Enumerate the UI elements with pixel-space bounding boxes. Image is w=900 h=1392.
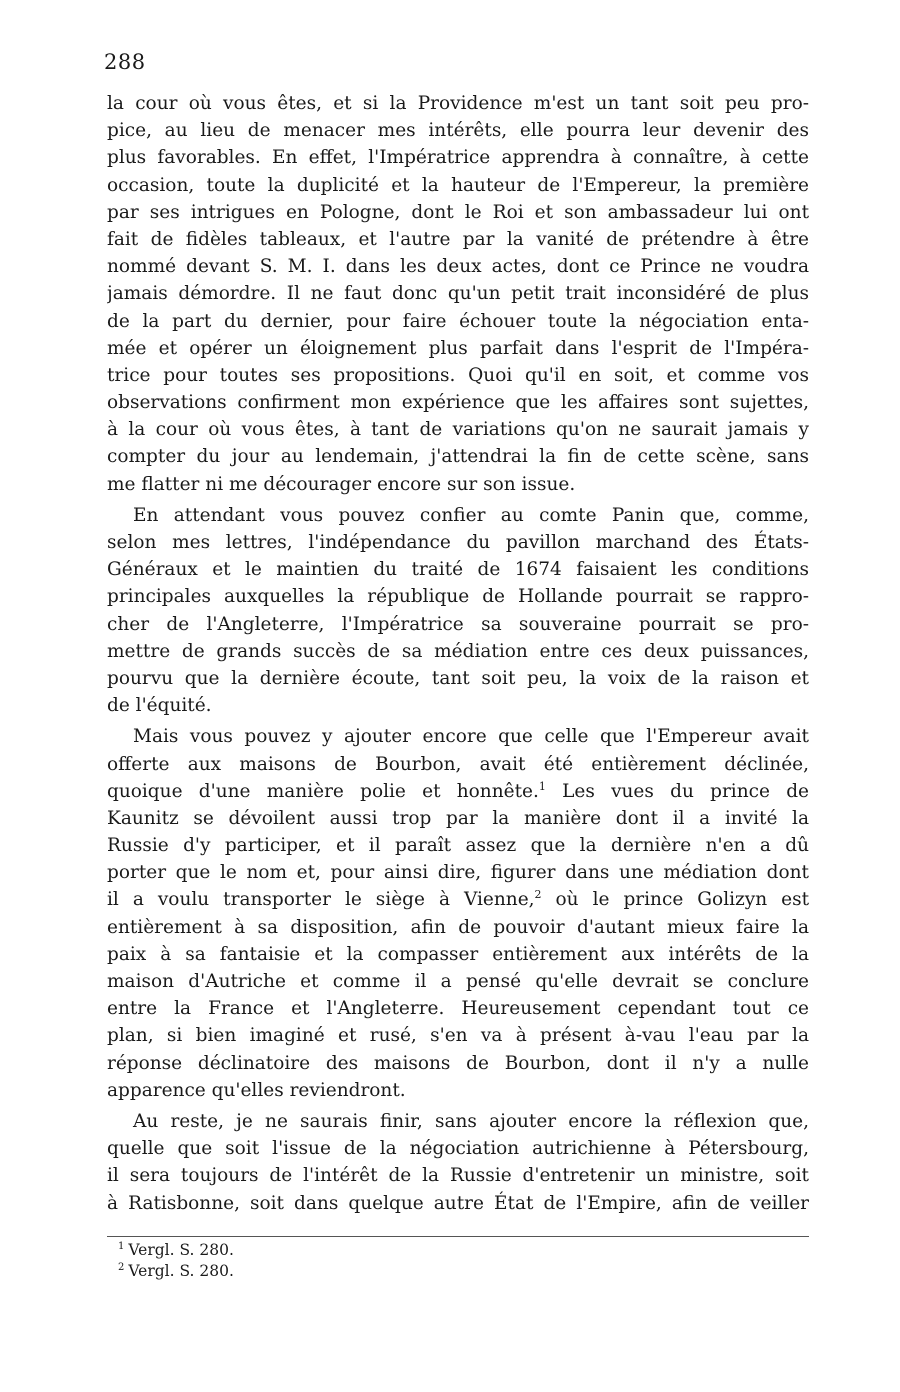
text-line: pourvu que la dernière écoute, tant soit peu, la voix de la raison et bbox=[107, 667, 809, 689]
footnote-2 bbox=[118, 1261, 234, 1282]
footnote-ref-2[interactable]: 2 bbox=[534, 888, 542, 902]
text-line: Russie d'y participer, et il paraît assez que la dernière n'en a dû bbox=[107, 835, 809, 857]
text-line: jamais démordre. Il ne faut donc qu'un petit trait inconsidéré de plus bbox=[107, 283, 809, 305]
footnote-mark: 1 bbox=[118, 1240, 125, 1252]
footnote-mark: 2 bbox=[118, 1261, 125, 1273]
text-line: occasion, toute la duplicité et la hauteur de l'Empereur, la première bbox=[107, 174, 809, 196]
text-line: Kaunitz se dévoilent aussi trop par la manière dont il a invité la bbox=[107, 807, 809, 829]
text-line: mée et opérer un éloignement plus parfait dans l'esprit de l'Impéra- bbox=[107, 337, 809, 359]
footnote-text: Vergl. S. 280. bbox=[128, 1241, 234, 1259]
text-line: porter que le nom et, pour ainsi dire, figurer dans une médiation dont bbox=[107, 862, 809, 884]
page-number: 288 bbox=[104, 50, 146, 74]
text-line: plan, si bien imaginé et rusé, s'en va à présent à-vau l'eau par la bbox=[107, 1025, 809, 1047]
text-segment: où le prince Golizyn est bbox=[541, 889, 809, 911]
text-line: me flatter ni me décourager encore sur son issue. bbox=[107, 473, 576, 495]
text-line: réponse déclinatoire des maisons de Bourbon, dont il n'y a nulle bbox=[107, 1052, 809, 1074]
text-line: la cour où vous êtes, et si la Providence m'est un tant soit peu pro- bbox=[107, 93, 809, 114]
text-line: à la cour où vous êtes, à tant de variations qu'on ne saurait jamais y bbox=[107, 419, 809, 441]
text-line: quelle que soit l'issue de la négociation autrichienne à Pétersbourg, bbox=[107, 1138, 809, 1160]
text-segment: il a voulu transporter le siège à Vienne, bbox=[107, 889, 535, 911]
text-line: principales auxquelles la république de Hollande pourrait se rappro- bbox=[107, 586, 809, 608]
text-line: cher de l'Angleterre, l'Impératrice sa souveraine pourrait se pro- bbox=[107, 613, 809, 635]
text-line: nommé devant S. M. I. dans les deux actes, dont ce Prince ne voudra bbox=[107, 256, 809, 278]
text-line: mettre de grands succès de sa médiation entre ces deux puissances, bbox=[107, 640, 809, 662]
text-line: de la part du dernier, pour faire échouer toute la négociation enta- bbox=[107, 310, 809, 332]
text-line: apparence qu'elles reviendront. bbox=[107, 1079, 406, 1101]
text-line: pice, au lieu de menacer mes intérêts, elle pourra leur devenir des bbox=[107, 120, 809, 142]
paragraph-2 bbox=[107, 502, 809, 720]
text-line bbox=[107, 778, 809, 805]
text-line: offerte aux maisons de Bourbon, avait été entièrement déclinée, bbox=[107, 753, 809, 775]
paragraph-1 bbox=[107, 90, 809, 498]
footnote-divider bbox=[107, 1236, 809, 1237]
text-line: il sera toujours de l'intérêt de la Russie d'entretenir un ministre, soit bbox=[107, 1165, 809, 1187]
text-line: trice pour toutes ses propositions. Quoi qu'il en soit, et comme vos bbox=[107, 364, 809, 386]
text-line: de l'équité. bbox=[107, 695, 212, 717]
body-text bbox=[107, 90, 809, 1217]
text-line: selon mes lettres, l'indépendance du pavillon marchand des États- bbox=[107, 532, 809, 553]
text-line: maison d'Autriche et comme il a pensé qu'elle devrait se conclure bbox=[107, 971, 809, 992]
paragraph-3 bbox=[107, 723, 809, 1104]
text-line: fait de fidèles tableaux, et l'autre par la vanité de prétendre à être bbox=[107, 228, 809, 250]
paragraph-4 bbox=[107, 1108, 809, 1217]
text-line: Mais vous pouvez y ajouter encore que celle que l'Empereur avait bbox=[133, 726, 809, 748]
text-line: Généraux et le maintien du traité de 1674 faisaient les conditions bbox=[107, 559, 809, 581]
footnote-ref-1[interactable]: 1 bbox=[538, 779, 546, 793]
text-line: paix à sa fantaisie et la compasser entièrement aux intérêts de la bbox=[107, 943, 809, 965]
text-line: par ses intrigues en Pologne, dont le Roi et son ambassadeur lui ont bbox=[107, 201, 809, 223]
text-line: compter du jour au lendemain, j'attendrai la fin de cette scène, sans bbox=[107, 446, 809, 468]
text-line: Au reste, je ne saurais finir, sans ajouter encore la réflexion que, bbox=[133, 1110, 809, 1132]
footnote-1 bbox=[118, 1240, 234, 1261]
text-line: à Ratisbonne, soit dans quelque autre État de l'Empire, afin de veiller bbox=[107, 1192, 809, 1214]
text-line: plus favorables. En effet, l'Impératrice apprendra à connaître, à cette bbox=[107, 147, 809, 169]
text-segment: Les vues du prince de bbox=[545, 780, 809, 802]
text-line bbox=[107, 886, 809, 913]
footnotes bbox=[118, 1240, 234, 1282]
text-line: entre la France et l'Angleterre. Heureusement cependant tout ce bbox=[107, 998, 809, 1020]
text-line: entièrement à sa disposition, afin de pouvoir d'autant mieux faire la bbox=[107, 916, 809, 938]
text-line: observations confirment mon expérience que les affaires sont sujettes, bbox=[107, 392, 809, 414]
text-segment: quoique d'une manière polie et honnête. bbox=[107, 780, 539, 802]
text-line: En attendant vous pouvez confier au comte Panin que, comme, bbox=[133, 504, 809, 526]
footnote-text: Vergl. S. 280. bbox=[128, 1262, 234, 1280]
